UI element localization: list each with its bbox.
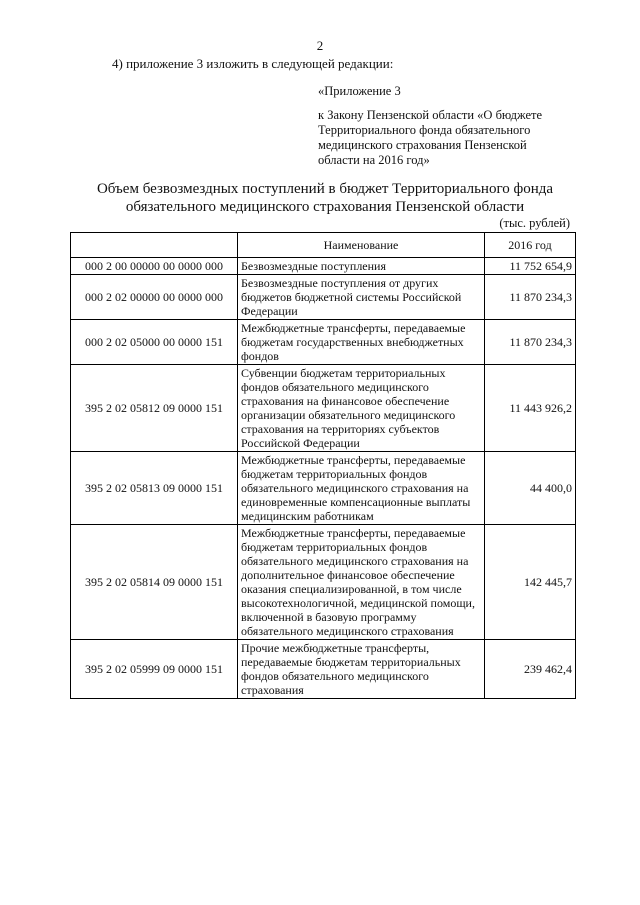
- header-name: Наименование: [238, 233, 485, 258]
- row-name: Безвозмездные поступления от других бюджетов бюджетной системы Российской Федерации: [238, 275, 485, 320]
- row-code: 395 2 02 05813 09 0000 151: [71, 452, 238, 525]
- table-row: [71, 275, 576, 320]
- table-row: [71, 525, 576, 640]
- units-label: (тыс. рублей): [499, 216, 570, 230]
- document-title: Объем безвозмездных поступлений в бюджет Территориального фонда обязательного медицинского страхования Пензенской области: [96, 181, 554, 215]
- row-code: 395 2 02 05812 09 0000 151: [71, 365, 238, 452]
- row-code: 395 2 02 05999 09 0000 151: [71, 640, 238, 699]
- row-amount: 44 400,0: [485, 452, 576, 525]
- table-row: [71, 452, 576, 525]
- intro-text: 4) приложение 3 изложить в следующей редакции:: [112, 56, 394, 71]
- table-row: [71, 640, 576, 699]
- row-amount: 11 870 234,3: [485, 320, 576, 365]
- annex-title: «Приложение 3: [318, 84, 401, 98]
- row-name: Межбюджетные трансферты, передаваемые бюджетам территориальных фондов обязательного медицинского страхования на дополнительное финансовое обеспечение оказания специализированной, в том числе высокотехнологичной, медицинской помощи, включенной в базовую программу обязательного медицинского страхования: [238, 525, 485, 640]
- page-number: 2: [316, 38, 324, 53]
- header-code: [71, 233, 238, 258]
- row-amount: 11 443 926,2: [485, 365, 576, 452]
- row-name: Безвозмездные поступления: [238, 258, 485, 275]
- table-row: [71, 320, 576, 365]
- table-row: [71, 365, 576, 452]
- row-amount: 11 752 654,9: [485, 258, 576, 275]
- row-amount: 239 462,4: [485, 640, 576, 699]
- header-year: 2016 год: [485, 233, 576, 258]
- row-amount: 142 445,7: [485, 525, 576, 640]
- row-code: 000 2 00 00000 00 0000 000: [71, 258, 238, 275]
- budget-table: [70, 232, 576, 699]
- table-header-row: [71, 233, 576, 258]
- row-code: 000 2 02 00000 00 0000 000: [71, 275, 238, 320]
- table-row: [71, 258, 576, 275]
- row-code: 000 2 02 05000 00 0000 151: [71, 320, 238, 365]
- row-code: 395 2 02 05814 09 0000 151: [71, 525, 238, 640]
- row-amount: 11 870 234,3: [485, 275, 576, 320]
- row-name: Прочие межбюджетные трансферты, передаваемые бюджетам территориальных фондов обязательного медицинского страхования: [238, 640, 485, 699]
- row-name: Межбюджетные трансферты, передаваемые бюджетам государственных внебюджетных фондов: [238, 320, 485, 365]
- annex-reference: к Закону Пензенской области «О бюджете Территориального фонда обязательного медицинского страхования Пензенской области на 2016 год»: [318, 108, 543, 167]
- row-name: Субвенции бюджетам территориальных фондов обязательного медицинского страхования на финансовое обеспечение организации обязательного медицинского страхования на территориях субъектов Российской Федерации: [238, 365, 485, 452]
- row-name: Межбюджетные трансферты, передаваемые бюджетам территориальных фондов обязательного медицинского страхования на единовременные компенсационные выплаты медицинским работникам: [238, 452, 485, 525]
